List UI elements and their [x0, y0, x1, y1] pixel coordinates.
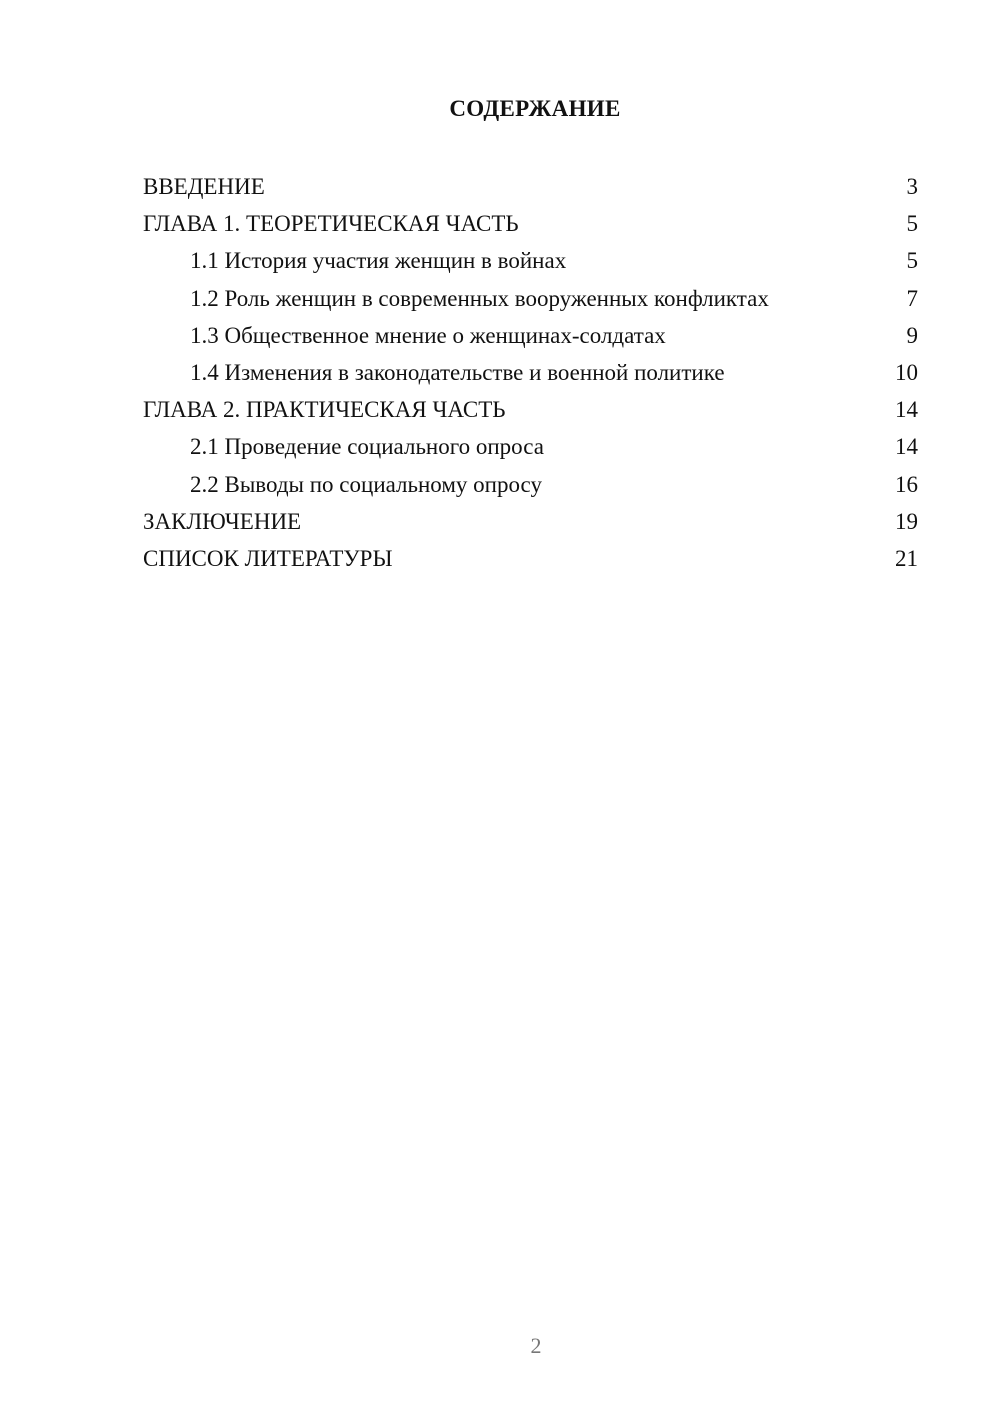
toc-entry-page: 14 [895, 434, 918, 460]
toc-entry-section-2-1[interactable] [143, 428, 918, 465]
toc-entry-chapter-2[interactable] [143, 391, 918, 428]
toc-entry-page: 14 [895, 397, 918, 423]
table-of-contents [143, 168, 918, 577]
toc-entry-page: 5 [906, 211, 918, 237]
toc-entry-label: ГЛАВА 2. ПРАКТИЧЕСКАЯ ЧАСТЬ [143, 397, 506, 423]
toc-entry-section-1-4[interactable] [143, 354, 918, 391]
toc-entry-page: 3 [906, 174, 918, 199]
toc-entry-section-1-3[interactable] [143, 317, 918, 354]
page-number: 2 [530, 1333, 542, 1358]
toc-entry-label: 2.2 Выводы по социальному опросу [190, 471, 542, 497]
toc-entry-page: 21 [895, 545, 918, 571]
toc-entry-page: 16 [895, 471, 918, 497]
toc-entry-label: СПИСОК ЛИТЕРАТУРЫ [143, 545, 393, 571]
toc-entry-bibliography[interactable] [143, 540, 918, 577]
toc-entry-label: 1.4 Изменения в законодательстве и военной политике [190, 359, 725, 385]
toc-entry-label: 1.3 Общественное мнение о женщинах-солдатах [190, 322, 666, 348]
page-title: СОДЕРЖАНИЕ [449, 96, 621, 121]
toc-entry-section-1-1[interactable] [143, 242, 918, 279]
toc-entry-page: 7 [906, 285, 918, 311]
toc-entry-section-1-2[interactable] [143, 280, 918, 317]
toc-entry-section-2-2[interactable] [143, 466, 918, 503]
toc-entry-page: 5 [906, 248, 918, 274]
toc-entry-label: ГЛАВА 1. ТЕОРЕТИЧЕСКАЯ ЧАСТЬ [143, 211, 519, 237]
toc-entry-page: 9 [906, 322, 918, 348]
toc-entry-label: 1.2 Роль женщин в современных вооруженных конфликтах [190, 285, 769, 311]
toc-entry-label: ЗАКЛЮЧЕНИЕ [143, 508, 302, 534]
toc-entry-chapter-1[interactable] [143, 205, 918, 242]
toc-entry-page: 19 [895, 508, 918, 534]
toc-entry-introduction[interactable] [143, 168, 918, 205]
toc-entry-conclusion[interactable] [143, 503, 918, 540]
toc-entry-label: 1.1 История участия женщин в войнах [190, 248, 567, 274]
toc-entry-page: 10 [895, 359, 918, 385]
toc-entry-label: ВВЕДЕНИЕ [143, 174, 265, 199]
toc-entry-label: 2.1 Проведение социального опроса [190, 434, 544, 460]
